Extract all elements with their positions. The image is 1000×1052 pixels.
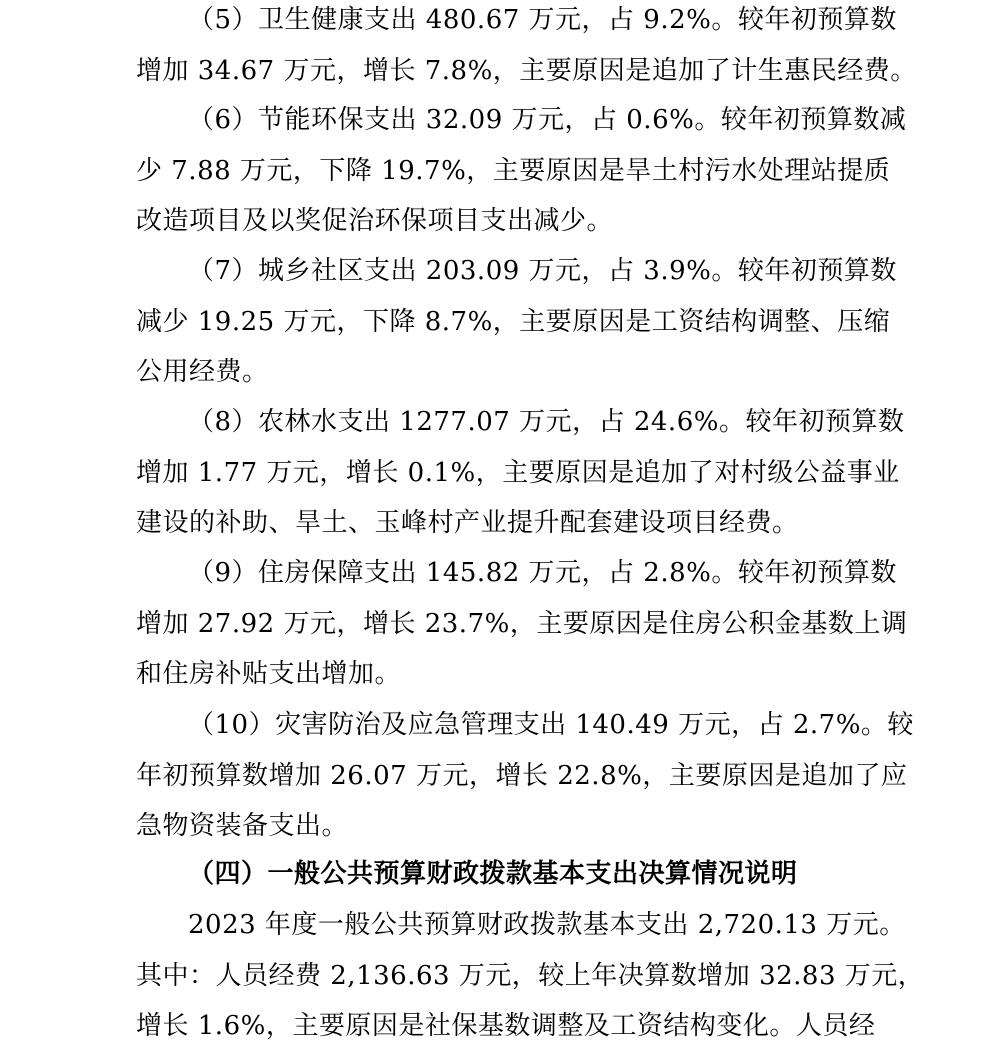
text-line: 改造项目及以奖促治环保项目支出减少。 <box>136 206 614 236</box>
text-line: 建设的补助、旱土、玉峰村产业提升配套建设项目经费。 <box>136 508 799 538</box>
paragraph-environment-expense <box>136 95 907 247</box>
paragraph-housing-expense <box>136 548 908 700</box>
text-line: 增加 27.92 万元，增长 23.7%，主要原因是住房公积金基数上调 <box>136 608 908 639</box>
text-line: （10）灾害防治及应急管理支出 140.49 万元，占 2.7%。较 <box>188 710 914 740</box>
paragraph-community-expense <box>136 246 897 398</box>
text-line: 公用经费。 <box>136 357 269 387</box>
paragraph-health-expense <box>136 0 917 96</box>
section-heading <box>136 849 876 900</box>
text-line: 2023 年度一般公共预算财政拨款基本支出 2,720.13 万元。 <box>188 910 906 940</box>
text-line: （8）农林水支出 1277.07 万元，占 24.6%。较年初预算数 <box>188 407 905 437</box>
paragraph-basic-expense <box>136 900 925 1052</box>
text-line: 少 7.88 万元，下降 19.7%，主要原因是旱土村污水处理站提质 <box>136 155 891 186</box>
text-line: （5）卫生健康支出 480.67 万元，占 9.2%。较年初预算数 <box>188 5 897 35</box>
text-line: 急物资装备支出。 <box>136 811 349 841</box>
text-line: （7）城乡社区支出 203.09 万元，占 3.9%。较年初预算数 <box>188 256 897 286</box>
text-line: 和住房补贴支出增加。 <box>136 659 402 689</box>
text-line: 增长 1.6%，主要原因是社保基数调整及工资结构变化。人员经 <box>136 1011 876 1041</box>
text-line: 其中：人员经费 2,136.63 万元，较上年决算数增加 32.83 万元， <box>136 960 925 991</box>
section-heading-text: （四）一般公共预算财政拨款基本支出决算情况说明 <box>188 859 798 889</box>
paragraph-emergency-expense <box>136 700 914 852</box>
text-line: （6）节能环保支出 32.09 万元，占 0.6%。较年初预算数减 <box>188 105 907 135</box>
text-line: 增加 1.77 万元，增长 0.1%，主要原因是追加了对村级公益事业 <box>136 457 900 488</box>
text-line: 减少 19.25 万元，下降 8.7%，主要原因是工资结构调整、压缩 <box>136 306 891 337</box>
text-line: （9）住房保障支出 145.82 万元，占 2.8%。较年初预算数 <box>188 558 897 588</box>
text-line: 增加 34.67 万元，增长 7.8%，主要原因是追加了计生惠民经费。 <box>136 55 917 86</box>
paragraph-agriculture-expense <box>136 397 905 549</box>
text-line: 年初预算数增加 26.07 万元，增长 22.8%，主要原因是追加了应 <box>136 760 908 791</box>
